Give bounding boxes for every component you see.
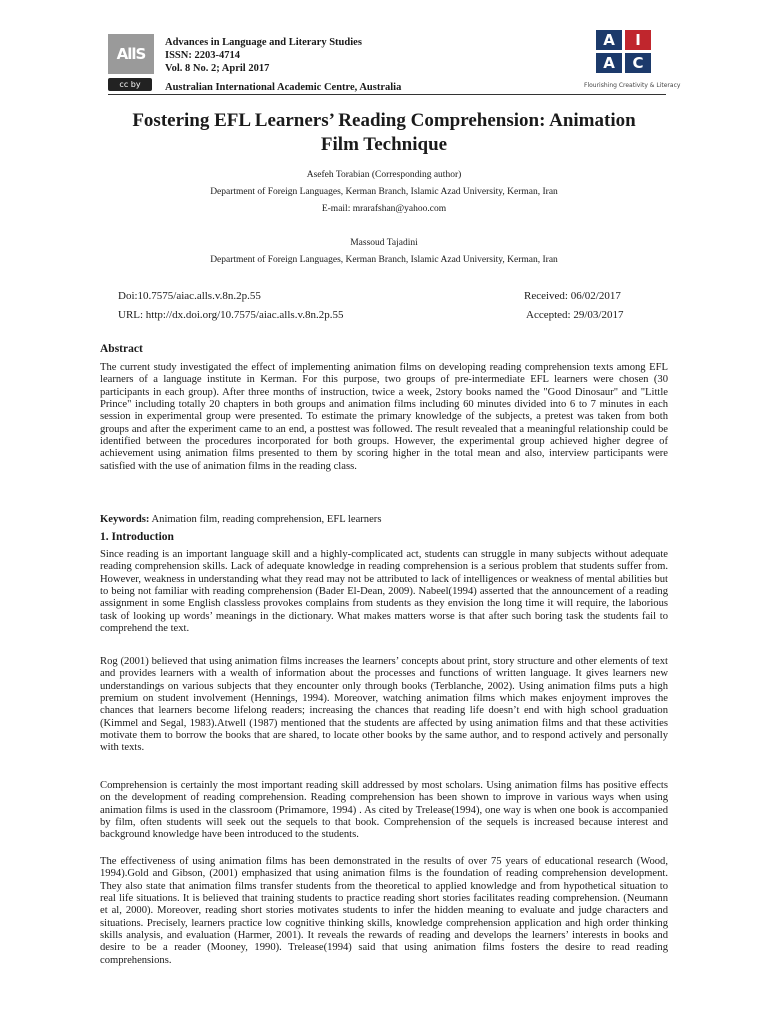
introduction-heading: 1. Introduction — [100, 531, 174, 543]
aiac-letter-3: A — [596, 53, 622, 73]
journal-info — [165, 36, 362, 75]
journal-name: Advances in Language and Literary Studies — [165, 37, 362, 48]
aiac-letter-2: I — [625, 30, 651, 50]
doi-url: URL: http://dx.doi.org/10.7575/aiac.alls.v.8n.2p.55 — [118, 309, 344, 321]
creative-commons-badge: cc by — [108, 78, 152, 91]
author-2: Massoud Tajadini — [350, 238, 418, 248]
header-divider — [108, 94, 666, 95]
aiac-letter-1: A — [596, 30, 622, 50]
aiac-logo — [596, 30, 652, 74]
received-date: Received: 06/02/2017 — [524, 290, 621, 302]
journal-issn: ISSN: 2203-4714 — [165, 50, 240, 61]
accepted-date: Accepted: 29/03/2017 — [526, 309, 624, 321]
abstract-heading: Abstract — [100, 343, 143, 355]
keywords-label: Keywords: — [100, 514, 150, 525]
aiac-tagline: Flourishing Creativity & Literacy — [584, 82, 681, 89]
author-1: Asefeh Torabian (Corresponding author) — [306, 170, 462, 180]
abstract-text: The current study investigated the effect of implementing animation films on developing reading comprehension texts among EFL learners of a language institute in Kerman. For this purpose, two groups of pre-intermediate EFL learners were chosen (30 participants in each group). After three months of instruction, twice a week, 2story books named the "Good Dinosaur" and "Little Prince" including totally 20 chapters in both groups and animation films including 60 minutes divided into 6 to 7 minutes in each session in experimental group were presented. To estimate the primary knowledge of the subjects, a pretest was taken from both groups and after the experiment came to an end, a posttest was followed. The result revealed that a meaningful relationship could be identified between the procedures incorporated for both groups. However, the experimental group achieved higher degree of achievement using animation films presented to them by scoring higher in the total mean and also, interview participants were satisfied with the use of animation films in the reading class. — [100, 362, 668, 472]
paper-title-line-2: Film Technique — [320, 134, 448, 155]
affiliation-1: Department of Foreign Languages, Kerman Branch, Islamic Azad University, Kerman, Iran — [210, 187, 558, 197]
introduction-paragraph-2: Rog (2001) believed that using animation films increases the learners’ concepts about print, story structure and other elements of text and provides learners with a wealth of information about the processes and functions of written language. It gives learners new understandings on various subjects that they encounter only through books (Terblanche, 2002). Using animation films puts a high premium on student involvement (Hennings, 1994). Moreover, watching animation films which makes enjoyment improves the chances that learners become lifelong readers; increasing the chances that reading life doesn’t end with high school graduation (Kimmel and Segal, 1983).Atwell (1987) mentioned that the students are affected by using animation films and that these activities motivate them to borrow the books that are shared, to locate other books by the same author, and to respond actively and personally with texts. — [100, 656, 668, 754]
introduction-paragraph-3: Comprehension is certainly the most important reading skill addressed by most scholars. Using animation films has positive effects on the development of reading comprehension. Reading comprehension has been shown to improve in various ways when using animation films is used in the classroom (Primamore, 1994) . As cited by Trelease(1994), one way is when one book is accompanied by film, often students will seek out the sequels to that book. Comprehension of the sequels is increased because interest and background knowledge have been introduced to the students. — [100, 780, 668, 841]
author-email: E-mail: mrarafshan@yahoo.com — [321, 204, 447, 214]
introduction-paragraph-4: The effectiveness of using animation films has been demonstrated in the results of over 75 years of educational research (Wood, 1994).Gold and Gibson, (2001) emphasized that using animation films is the foundation of reading comprehension development. They also state that animation films transfer students from the theoretical to applied knowledge and from hypothetical situation to real life situations. It is believed that training students to practice reading short stories facilitates reading comprehension. (Neumann et al, 2000). Moreover, reading short stories motivates students to infer the hidden meaning to evaluate and judge characters and situations. Precisely, learners practice low cognitive thinking skills, knowledge comprehension application and high order thinking skills analysis, and evaluation (Harmer, 2001). It reveals the rewards of reading and develops the learners’ interests in books and desire to be a reader (Mooney, 1990). Trelease(1994) said that using animation films fosters the desire to read reading comprehensions. — [100, 856, 668, 966]
aiac-letter-4: C — [625, 53, 651, 73]
keywords — [100, 514, 381, 525]
affiliation-2: Department of Foreign Languages, Kerman Branch, Islamic Azad University, Kerman, Iran — [210, 255, 558, 265]
paper-title — [100, 109, 668, 157]
introduction-paragraph-1: Since reading is an important language skill and a highly-complicated act, students can struggle in many subjects without adequate reading comprehension skills. Lack of adequate knowledge in reading comprehension is a serious problem that students suffer from. However, weakness in understanding what they read may not be attributed to lack of intelligences or weakness of mental abilities but to being not familiar with reading comprehension (Bader El-Dean, 2009). Nabeel(1994) asserted that the announcement of a reading assignment in some English classless provokes complains from students as they envision the long time it will require, the laborious task of looking up words’ meanings in the dictionary. What makes matters worse is that after such boring task the students fail to comprehend the text. — [100, 549, 668, 635]
paper-title-line-1: Fostering EFL Learners’ Reading Comprehension: Animation — [132, 110, 636, 131]
doi: Doi:10.7575/aiac.alls.v.8n.2p.55 — [118, 290, 261, 302]
publisher-name: Australian International Academic Centre, Australia — [165, 82, 402, 93]
keywords-text: Animation film, reading comprehension, EFL learners — [149, 514, 382, 525]
journal-logo: AllS — [108, 34, 154, 74]
journal-volume: Vol. 8 No. 2; April 2017 — [165, 63, 270, 74]
